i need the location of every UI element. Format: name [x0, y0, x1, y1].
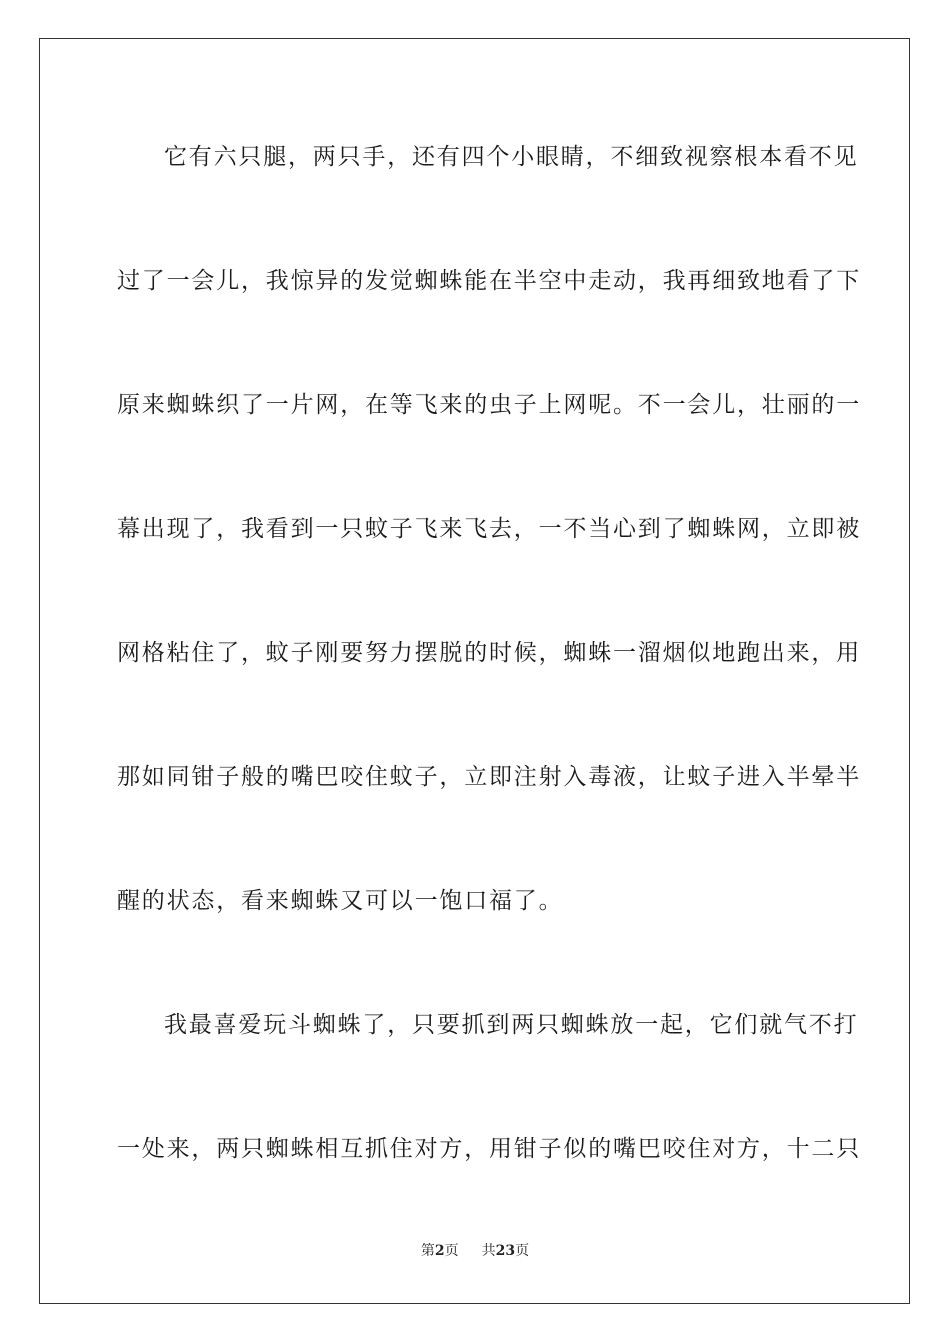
- text-line: 一处来，两只蜘蛛相互抓住对方，用钳子似的嘴巴咬住对方，十二只: [117, 1136, 861, 1162]
- text-line: 它有六只腿，两只手，还有四个小眼睛，不细致视察根本看不见: [164, 144, 859, 170]
- paragraph-2: [117, 1003, 861, 1251]
- text-line: 幕出现了，我看到一只蚊子飞来飞去，一不当心到了蜘蛛网，立即被: [117, 516, 861, 542]
- page-number: 2: [434, 1243, 445, 1259]
- text-line: 过了一会儿，我惊异的发觉蜘蛛能在半空中走动，我再细致地看了下: [117, 268, 861, 294]
- total-pages: 23: [495, 1243, 516, 1259]
- total-prefix: 共: [481, 1243, 496, 1259]
- total-suffix: 页: [515, 1243, 530, 1259]
- text-line: 网格粘住了，蚊子刚要努力摆脱的时候，蜘蛛一溜烟似地跑出来，用: [117, 640, 861, 666]
- text-line: 我最喜爱玩斗蜘蛛了，只要抓到两只蜘蛛放一起，它们就气不打: [164, 1012, 859, 1038]
- page-suffix: 页: [444, 1243, 459, 1259]
- text-line: 原来蜘蛛织了一片网，在等飞来的虫子上网呢。不一会儿，壮丽的一: [117, 392, 861, 418]
- page-footer: [0, 1240, 950, 1260]
- text-line: 那如同钳子般的嘴巴咬住蚊子，立即注射入毒液，让蚊子进入半晕半: [117, 764, 861, 790]
- page-prefix: 第: [420, 1243, 435, 1259]
- text-line: 醒的状态，看来蜘蛛又可以一饱口福了。: [117, 888, 564, 914]
- paragraph-1: [117, 135, 861, 1003]
- document-body: [117, 135, 861, 1251]
